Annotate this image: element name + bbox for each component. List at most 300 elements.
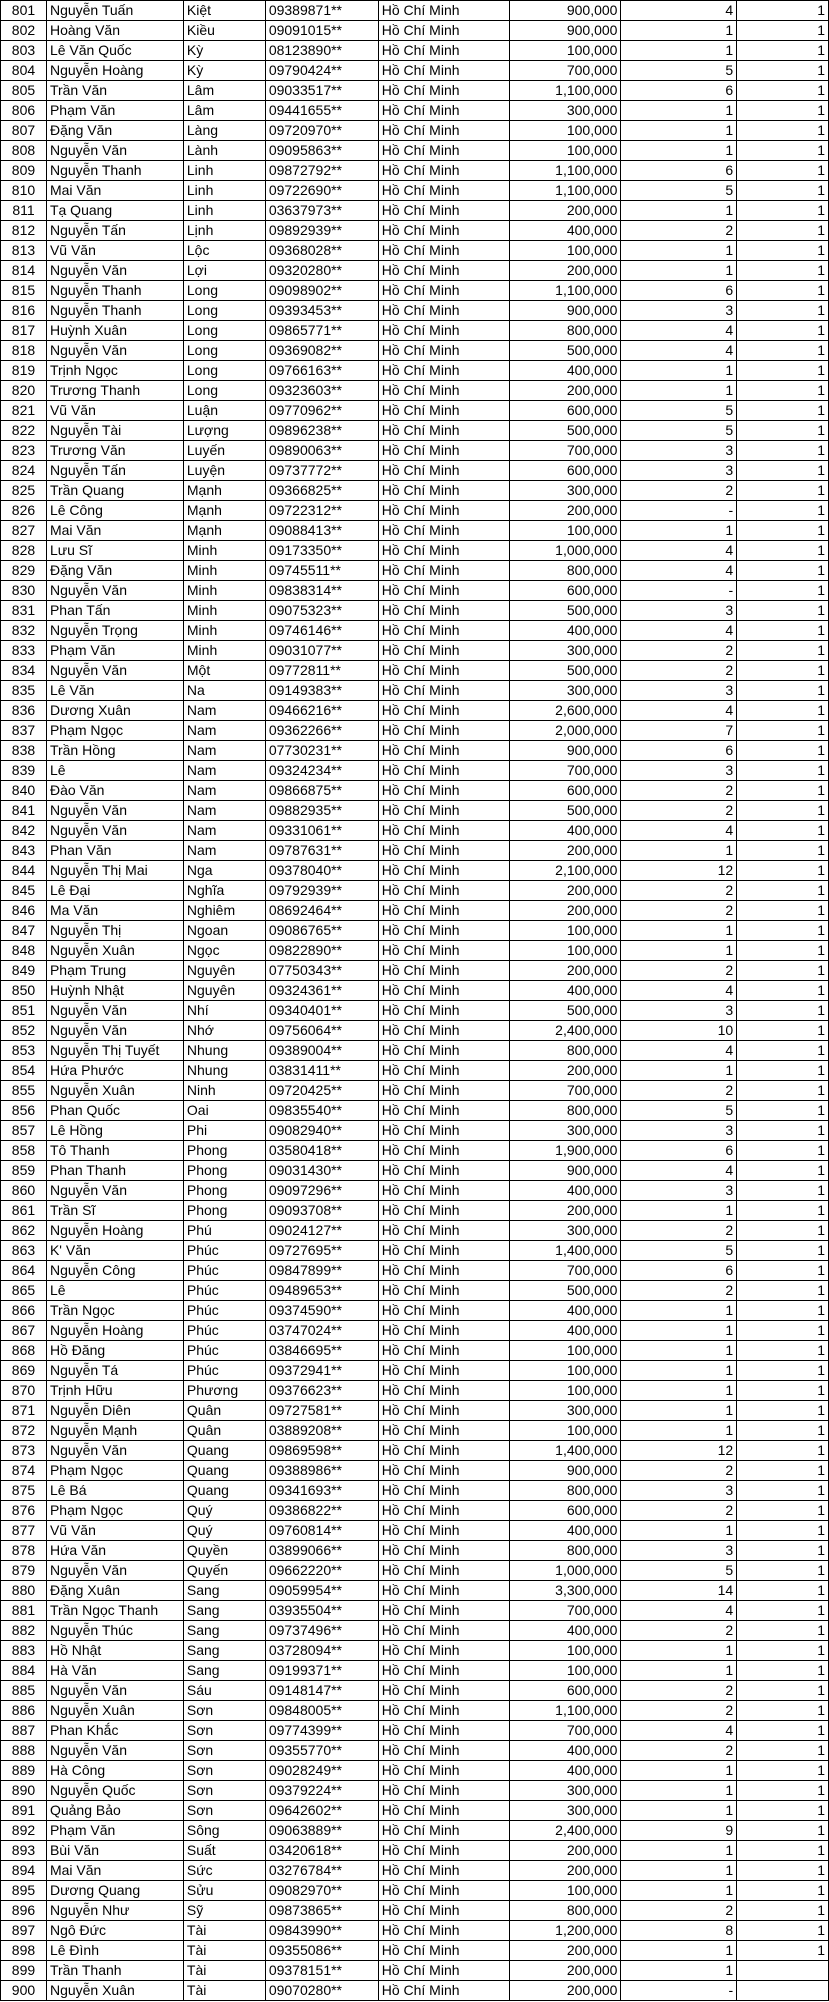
phone-cell: 09024127** xyxy=(265,1221,378,1241)
amount-cell: 600,000 xyxy=(509,461,621,481)
surname-cell: Trần Ngọc Thanh xyxy=(46,1601,183,1621)
row-number-cell: 849 xyxy=(1,961,47,981)
table-row xyxy=(1,281,829,301)
flag-cell: 1 xyxy=(737,1481,829,1501)
city-cell: Hồ Chí Minh xyxy=(378,1821,509,1841)
row-number-cell: 848 xyxy=(1,941,47,961)
given-name-cell: Sỹ xyxy=(183,1901,265,1921)
city-cell: Hồ Chí Minh xyxy=(378,1101,509,1121)
amount-cell: 600,000 xyxy=(509,781,621,801)
city-cell: Hồ Chí Minh xyxy=(378,41,509,61)
surname-cell: Hà Công xyxy=(46,1761,183,1781)
row-number-cell: 872 xyxy=(1,1421,47,1441)
given-name-cell: Làng xyxy=(183,121,265,141)
count-cell: 3 xyxy=(621,1001,737,1021)
city-cell: Hồ Chí Minh xyxy=(378,1781,509,1801)
count-cell: 3 xyxy=(621,1481,737,1501)
phone-cell: 09148147** xyxy=(265,1681,378,1701)
phone-cell: 03747024** xyxy=(265,1321,378,1341)
surname-cell: Nguyễn Văn xyxy=(46,1741,183,1761)
flag-cell: 1 xyxy=(737,441,829,461)
amount-cell: 500,000 xyxy=(509,661,621,681)
flag-cell: 1 xyxy=(737,661,829,681)
city-cell: Hồ Chí Minh xyxy=(378,801,509,821)
given-name-cell: Linh xyxy=(183,201,265,221)
amount-cell: 1,000,000 xyxy=(509,541,621,561)
given-name-cell: Sơn xyxy=(183,1701,265,1721)
given-name-cell: Kiệt xyxy=(183,1,265,21)
city-cell: Hồ Chí Minh xyxy=(378,1041,509,1061)
row-number-cell: 803 xyxy=(1,41,47,61)
count-cell: 1 xyxy=(621,361,737,381)
count-cell: 1 xyxy=(621,1861,737,1881)
table-row xyxy=(1,81,829,101)
surname-cell: Quảng Bảo xyxy=(46,1801,183,1821)
city-cell: Hồ Chí Minh xyxy=(378,301,509,321)
city-cell: Hồ Chí Minh xyxy=(378,441,509,461)
amount-cell: 500,000 xyxy=(509,421,621,441)
city-cell: Hồ Chí Minh xyxy=(378,1741,509,1761)
surname-cell: Lê Hồng xyxy=(46,1121,183,1141)
count-cell: 6 xyxy=(621,161,737,181)
count-cell: 2 xyxy=(621,221,737,241)
row-number-cell: 841 xyxy=(1,801,47,821)
flag-cell: 1 xyxy=(737,21,829,41)
table-row xyxy=(1,701,829,721)
surname-cell: Nguyễn Tuấn xyxy=(46,1,183,21)
flag-cell: 1 xyxy=(737,1441,829,1461)
flag-cell: 1 xyxy=(737,81,829,101)
table-row xyxy=(1,681,829,701)
table-row xyxy=(1,1501,829,1521)
row-number-cell: 825 xyxy=(1,481,47,501)
phone-cell: 09720425** xyxy=(265,1081,378,1101)
surname-cell: Phạm Văn xyxy=(46,1821,183,1841)
table-row xyxy=(1,1541,829,1561)
row-number-cell: 875 xyxy=(1,1481,47,1501)
given-name-cell: Nguyên xyxy=(183,961,265,981)
given-name-cell: Kiều xyxy=(183,21,265,41)
given-name-cell: Luyện xyxy=(183,461,265,481)
given-name-cell: Quang xyxy=(183,1441,265,1461)
surname-cell: Nguyễn Thúc xyxy=(46,1621,183,1641)
phone-cell: 09389871** xyxy=(265,1,378,21)
count-cell: 6 xyxy=(621,81,737,101)
city-cell: Hồ Chí Minh xyxy=(378,1381,509,1401)
amount-cell: 200,000 xyxy=(509,961,621,981)
count-cell: 2 xyxy=(621,961,737,981)
row-number-cell: 885 xyxy=(1,1681,47,1701)
table-row xyxy=(1,741,829,761)
surname-cell: Nguyễn Thanh xyxy=(46,281,183,301)
amount-cell: 2,000,000 xyxy=(509,721,621,741)
city-cell: Hồ Chí Minh xyxy=(378,1761,509,1781)
count-cell: 1 xyxy=(621,1421,737,1441)
amount-cell: 200,000 xyxy=(509,201,621,221)
count-cell: 1 xyxy=(621,1641,737,1661)
table-row xyxy=(1,721,829,741)
table-row xyxy=(1,921,829,941)
surname-cell: Phạm Ngọc xyxy=(46,1461,183,1481)
surname-cell: Nguyễn Văn xyxy=(46,341,183,361)
amount-cell: 1,000,000 xyxy=(509,1561,621,1581)
given-name-cell: Sang xyxy=(183,1601,265,1621)
amount-cell: 200,000 xyxy=(509,841,621,861)
row-number-cell: 815 xyxy=(1,281,47,301)
table-row xyxy=(1,1261,829,1281)
count-cell: 4 xyxy=(621,1161,737,1181)
count-cell: 12 xyxy=(621,861,737,881)
count-cell: 5 xyxy=(621,181,737,201)
table-row xyxy=(1,781,829,801)
city-cell: Hồ Chí Minh xyxy=(378,1261,509,1281)
given-name-cell: Phi xyxy=(183,1121,265,1141)
flag-cell: 1 xyxy=(737,1241,829,1261)
city-cell: Hồ Chí Minh xyxy=(378,21,509,41)
count-cell: 5 xyxy=(621,1241,737,1261)
given-name-cell: Phú xyxy=(183,1221,265,1241)
flag-cell: 1 xyxy=(737,1061,829,1081)
phone-cell: 09873865** xyxy=(265,1901,378,1921)
row-number-cell: 819 xyxy=(1,361,47,381)
phone-cell: 08123890** xyxy=(265,41,378,61)
amount-cell: 1,400,000 xyxy=(509,1241,621,1261)
flag-cell: 1 xyxy=(737,841,829,861)
given-name-cell: Sang xyxy=(183,1641,265,1661)
surname-cell: Nguyễn Tấn xyxy=(46,461,183,481)
flag-cell: 1 xyxy=(737,1781,829,1801)
count-cell: 1 xyxy=(621,261,737,281)
table-row xyxy=(1,1481,829,1501)
count-cell: 4 xyxy=(621,541,737,561)
surname-cell: Huỳnh Nhật xyxy=(46,981,183,1001)
table-row xyxy=(1,1681,829,1701)
surname-cell: Đào Văn xyxy=(46,781,183,801)
phone-cell: 09031077** xyxy=(265,641,378,661)
city-cell: Hồ Chí Minh xyxy=(378,1681,509,1701)
amount-cell: 100,000 xyxy=(509,1421,621,1441)
given-name-cell: Nghiêm xyxy=(183,901,265,921)
city-cell: Hồ Chí Minh xyxy=(378,1321,509,1341)
city-cell: Hồ Chí Minh xyxy=(378,981,509,1001)
row-number-cell: 891 xyxy=(1,1801,47,1821)
phone-cell: 08692464** xyxy=(265,901,378,921)
phone-cell: 03831411** xyxy=(265,1061,378,1081)
surname-cell: Tạ Quang xyxy=(46,201,183,221)
amount-cell: 100,000 xyxy=(509,921,621,941)
given-name-cell: Nam xyxy=(183,821,265,841)
amount-cell: 200,000 xyxy=(509,1961,621,1981)
surname-cell: Hứa Văn xyxy=(46,1541,183,1561)
phone-cell: 09890063** xyxy=(265,441,378,461)
city-cell: Hồ Chí Minh xyxy=(378,481,509,501)
phone-cell: 09822890** xyxy=(265,941,378,961)
flag-cell: 1 xyxy=(737,1701,829,1721)
given-name-cell: Tài xyxy=(183,1981,265,2001)
flag-cell: 1 xyxy=(737,801,829,821)
given-name-cell: Nam xyxy=(183,721,265,741)
surname-cell: Nguyễn Văn xyxy=(46,1001,183,1021)
given-name-cell: Sơn xyxy=(183,1801,265,1821)
surname-cell: Đặng Văn xyxy=(46,121,183,141)
given-name-cell: Lộc xyxy=(183,241,265,261)
city-cell: Hồ Chí Minh xyxy=(378,721,509,741)
count-cell: 1 xyxy=(621,1381,737,1401)
amount-cell: 1,100,000 xyxy=(509,161,621,181)
flag-cell: 1 xyxy=(737,1621,829,1641)
count-cell: 5 xyxy=(621,401,737,421)
row-number-cell: 883 xyxy=(1,1641,47,1661)
amount-cell: 400,000 xyxy=(509,1521,621,1541)
city-cell: Hồ Chí Minh xyxy=(378,1081,509,1101)
surname-cell: Nguyễn Văn xyxy=(46,1561,183,1581)
phone-cell: 09722312** xyxy=(265,501,378,521)
flag-cell: 1 xyxy=(737,501,829,521)
amount-cell: 200,000 xyxy=(509,901,621,921)
phone-cell: 09082940** xyxy=(265,1121,378,1141)
amount-cell: 100,000 xyxy=(509,1361,621,1381)
city-cell: Hồ Chí Minh xyxy=(378,521,509,541)
count-cell: 12 xyxy=(621,1441,737,1461)
given-name-cell: Sang xyxy=(183,1581,265,1601)
table-row xyxy=(1,1201,829,1221)
row-number-cell: 835 xyxy=(1,681,47,701)
row-number-cell: 843 xyxy=(1,841,47,861)
table-row xyxy=(1,1,829,21)
surname-cell: Trần Ngọc xyxy=(46,1301,183,1321)
surname-cell: Phan Tấn xyxy=(46,601,183,621)
city-cell: Hồ Chí Minh xyxy=(378,1181,509,1201)
row-number-cell: 871 xyxy=(1,1401,47,1421)
flag-cell: 1 xyxy=(737,1261,829,1281)
row-number-cell: 896 xyxy=(1,1901,47,1921)
city-cell: Hồ Chí Minh xyxy=(378,1861,509,1881)
table-row xyxy=(1,1561,829,1581)
count-cell: 2 xyxy=(621,1501,737,1521)
phone-cell: 09091015** xyxy=(265,21,378,41)
row-number-cell: 821 xyxy=(1,401,47,421)
given-name-cell: Nam xyxy=(183,701,265,721)
phone-cell: 03889208** xyxy=(265,1421,378,1441)
amount-cell: 300,000 xyxy=(509,681,621,701)
given-name-cell: Một xyxy=(183,661,265,681)
phone-cell: 09095863** xyxy=(265,141,378,161)
given-name-cell: Tài xyxy=(183,1921,265,1941)
count-cell: 4 xyxy=(621,1721,737,1741)
flag-cell: 1 xyxy=(737,1041,829,1061)
city-cell: Hồ Chí Minh xyxy=(378,861,509,881)
surname-cell: Hồ Đăng xyxy=(46,1341,183,1361)
surname-cell: Nguyễn Văn xyxy=(46,1021,183,1041)
count-cell: 1 xyxy=(621,1341,737,1361)
surname-cell: Phan Văn xyxy=(46,841,183,861)
amount-cell: 300,000 xyxy=(509,1401,621,1421)
given-name-cell: Phong xyxy=(183,1201,265,1221)
city-cell: Hồ Chí Minh xyxy=(378,881,509,901)
table-row xyxy=(1,1821,829,1841)
surname-cell: Nguyễn Văn xyxy=(46,1681,183,1701)
surname-cell: Nguyễn Diên xyxy=(46,1401,183,1421)
count-cell: 3 xyxy=(621,461,737,481)
city-cell: Hồ Chí Minh xyxy=(378,1801,509,1821)
count-cell: 2 xyxy=(621,1901,737,1921)
count-cell: 1 xyxy=(621,1201,737,1221)
count-cell: 5 xyxy=(621,421,737,441)
flag-cell: 1 xyxy=(737,241,829,261)
row-number-cell: 893 xyxy=(1,1841,47,1861)
city-cell: Hồ Chí Minh xyxy=(378,1201,509,1221)
given-name-cell: Long xyxy=(183,361,265,381)
count-cell: 2 xyxy=(621,881,737,901)
given-name-cell: Phúc xyxy=(183,1321,265,1341)
phone-cell: 09766163** xyxy=(265,361,378,381)
phone-cell: 09722690** xyxy=(265,181,378,201)
surname-cell: Phan Thanh xyxy=(46,1161,183,1181)
phone-cell: 09098902** xyxy=(265,281,378,301)
phone-cell: 09772811** xyxy=(265,661,378,681)
city-cell: Hồ Chí Minh xyxy=(378,1121,509,1141)
city-cell: Hồ Chí Minh xyxy=(378,81,509,101)
given-name-cell: Minh xyxy=(183,581,265,601)
city-cell: Hồ Chí Minh xyxy=(378,1521,509,1541)
table-row xyxy=(1,561,829,581)
amount-cell: 600,000 xyxy=(509,401,621,421)
given-name-cell: Lịnh xyxy=(183,221,265,241)
flag-cell: 1 xyxy=(737,761,829,781)
row-number-cell: 856 xyxy=(1,1101,47,1121)
row-number-cell: 851 xyxy=(1,1001,47,1021)
table-row xyxy=(1,481,829,501)
row-number-cell: 892 xyxy=(1,1821,47,1841)
phone-cell: 09372941** xyxy=(265,1361,378,1381)
row-number-cell: 824 xyxy=(1,461,47,481)
flag-cell: 1 xyxy=(737,1341,829,1361)
amount-cell: 1,400,000 xyxy=(509,1441,621,1461)
city-cell: Hồ Chí Minh xyxy=(378,181,509,201)
given-name-cell: Luyến xyxy=(183,441,265,461)
amount-cell: 900,000 xyxy=(509,21,621,41)
table-row xyxy=(1,1841,829,1861)
phone-cell: 09031430** xyxy=(265,1161,378,1181)
table-row xyxy=(1,1781,829,1801)
flag-cell: 1 xyxy=(737,1801,829,1821)
city-cell: Hồ Chí Minh xyxy=(378,661,509,681)
surname-cell: Trần Sĩ xyxy=(46,1201,183,1221)
flag-cell: 1 xyxy=(737,1741,829,1761)
surname-cell: Nguyễn Xuân xyxy=(46,1981,183,2001)
amount-cell: 200,000 xyxy=(509,1841,621,1861)
count-cell: 1 xyxy=(621,41,737,61)
table-row xyxy=(1,761,829,781)
phone-cell: 09378040** xyxy=(265,861,378,881)
phone-cell: 09388986** xyxy=(265,1461,378,1481)
row-number-cell: 863 xyxy=(1,1241,47,1261)
phone-cell: 09366825** xyxy=(265,481,378,501)
city-cell: Hồ Chí Minh xyxy=(378,1401,509,1421)
given-name-cell: Luận xyxy=(183,401,265,421)
city-cell: Hồ Chí Minh xyxy=(378,1421,509,1441)
city-cell: Hồ Chí Minh xyxy=(378,1,509,21)
row-number-cell: 845 xyxy=(1,881,47,901)
flag-cell xyxy=(737,1981,829,2001)
row-number-cell: 873 xyxy=(1,1441,47,1461)
city-cell: Hồ Chí Minh xyxy=(378,201,509,221)
flag-cell: 1 xyxy=(737,101,829,121)
flag-cell: 1 xyxy=(737,521,829,541)
given-name-cell: Nhí xyxy=(183,1001,265,1021)
phone-cell: 09323603** xyxy=(265,381,378,401)
surname-cell: Lê Văn Quốc xyxy=(46,41,183,61)
given-name-cell: Phương xyxy=(183,1381,265,1401)
amount-cell: 300,000 xyxy=(509,481,621,501)
count-cell: 7 xyxy=(621,721,737,741)
city-cell: Hồ Chí Minh xyxy=(378,1961,509,1981)
given-name-cell: Lượng xyxy=(183,421,265,441)
city-cell: Hồ Chí Minh xyxy=(378,641,509,661)
amount-cell: 300,000 xyxy=(509,101,621,121)
table-row xyxy=(1,1941,829,1961)
table-row xyxy=(1,1401,829,1421)
table-row xyxy=(1,621,829,641)
table-row xyxy=(1,821,829,841)
table-row xyxy=(1,1421,829,1441)
flag-cell: 1 xyxy=(737,781,829,801)
phone-cell: 09393453** xyxy=(265,301,378,321)
amount-cell: 500,000 xyxy=(509,1281,621,1301)
phone-cell: 09720970** xyxy=(265,121,378,141)
given-name-cell: Ninh xyxy=(183,1081,265,1101)
amount-cell: 400,000 xyxy=(509,981,621,1001)
row-number-cell: 837 xyxy=(1,721,47,741)
row-number-cell: 817 xyxy=(1,321,47,341)
surname-cell: Nguyễn Như xyxy=(46,1901,183,1921)
city-cell: Hồ Chí Minh xyxy=(378,141,509,161)
given-name-cell: Tài xyxy=(183,1961,265,1981)
table-row xyxy=(1,1581,829,1601)
surname-cell: Vũ Văn xyxy=(46,401,183,421)
amount-cell: 600,000 xyxy=(509,581,621,601)
count-cell: 5 xyxy=(621,1101,737,1121)
count-cell: 3 xyxy=(621,301,737,321)
city-cell: Hồ Chí Minh xyxy=(378,1061,509,1081)
row-number-cell: 897 xyxy=(1,1921,47,1941)
count-cell: 3 xyxy=(621,601,737,621)
count-cell: 1 xyxy=(621,1401,737,1421)
surname-cell: Đặng Văn xyxy=(46,561,183,581)
amount-cell: 200,000 xyxy=(509,381,621,401)
table-row xyxy=(1,641,829,661)
table-row xyxy=(1,381,829,401)
phone-cell: 03899066** xyxy=(265,1541,378,1561)
given-name-cell: Kỳ xyxy=(183,61,265,81)
phone-cell: 09324234** xyxy=(265,761,378,781)
flag-cell: 1 xyxy=(737,741,829,761)
table-row xyxy=(1,521,829,541)
amount-cell: 700,000 xyxy=(509,761,621,781)
surname-cell: Lê Đình xyxy=(46,1941,183,1961)
city-cell: Hồ Chí Minh xyxy=(378,1881,509,1901)
flag-cell: 1 xyxy=(737,41,829,61)
count-cell: 2 xyxy=(621,1701,737,1721)
amount-cell: 2,400,000 xyxy=(509,1021,621,1041)
flag-cell: 1 xyxy=(737,1921,829,1941)
flag-cell: 1 xyxy=(737,561,829,581)
city-cell: Hồ Chí Minh xyxy=(378,1641,509,1661)
table-row xyxy=(1,1761,829,1781)
city-cell: Hồ Chí Minh xyxy=(378,241,509,261)
phone-cell: 09662220** xyxy=(265,1561,378,1581)
table-row xyxy=(1,1041,829,1061)
